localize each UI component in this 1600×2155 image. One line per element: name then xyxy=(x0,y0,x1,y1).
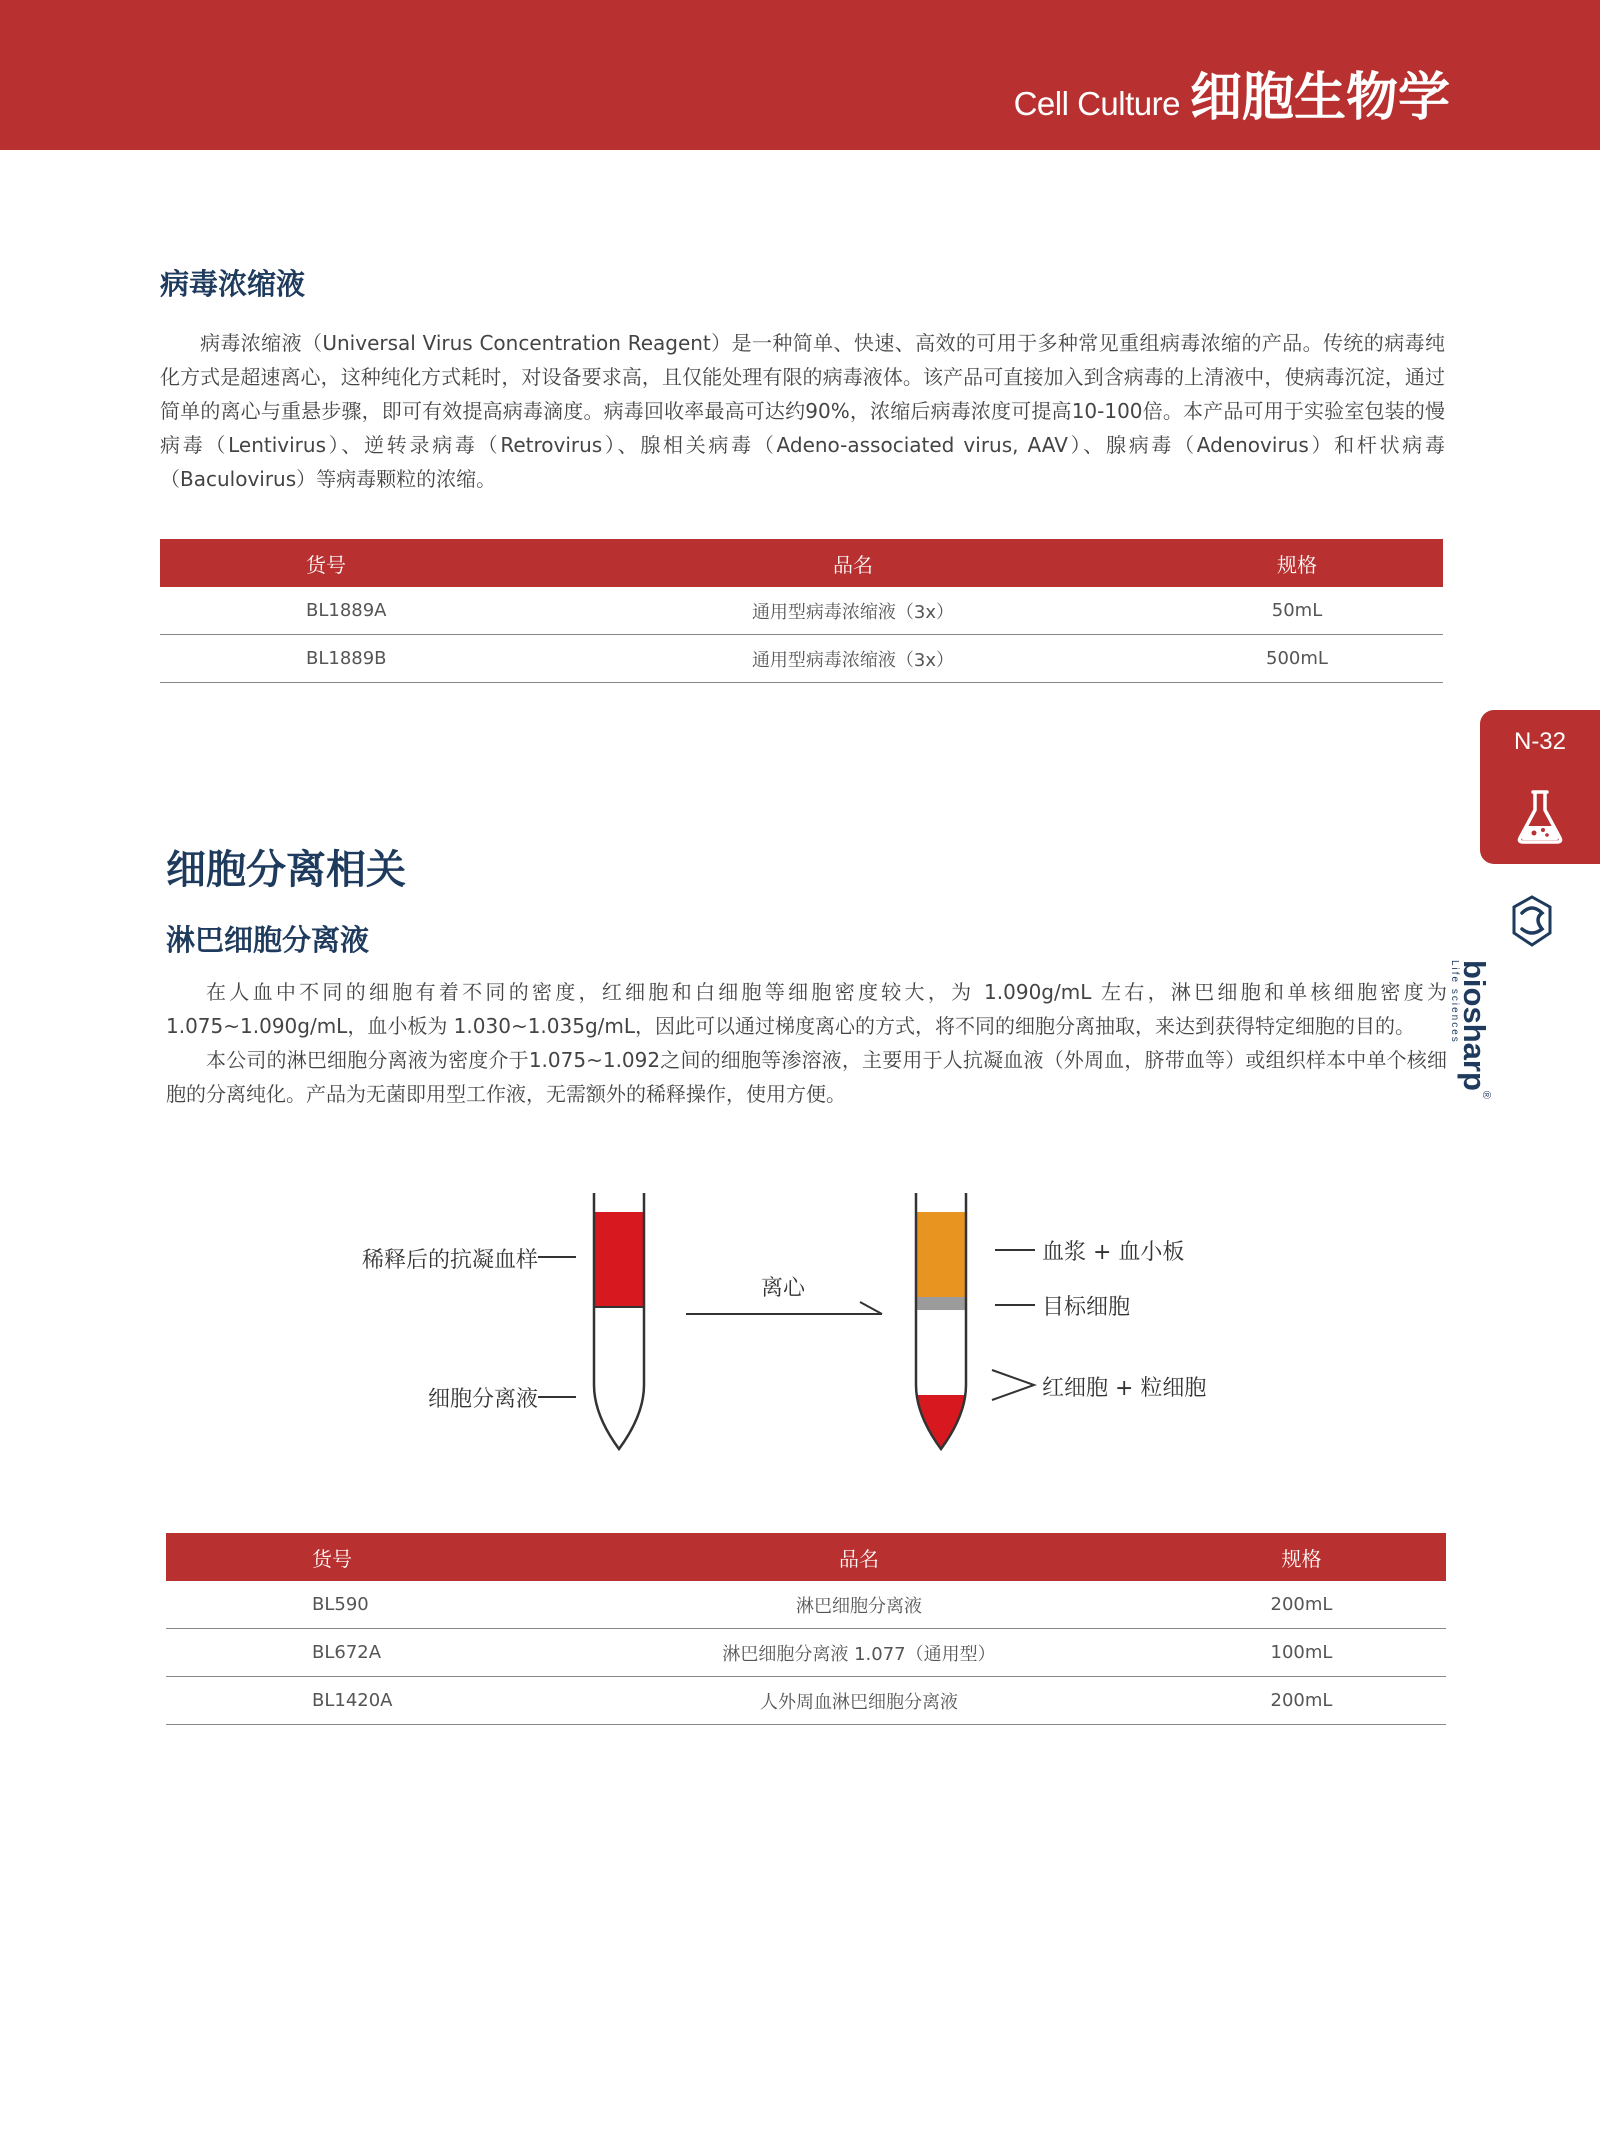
brand-wordmark xyxy=(1449,960,1492,1100)
rbc-granulocyte-label: 红细胞 + 粒细胞 xyxy=(1042,1376,1207,1401)
centrifuge-label: 离心 xyxy=(761,1276,806,1301)
table-cell: BL1889A xyxy=(160,587,555,635)
subheading-lymphocyte-separation: 淋巴细胞分离液 xyxy=(166,923,370,957)
table-header-row xyxy=(160,539,1443,587)
brand-tagline: Life sciences xyxy=(1449,960,1460,1044)
paragraph: 病毒浓缩液（Universal Virus Concentration Reagent）是一种简单、快速、高效的可用于多种常见重组病毒浓缩的产品。传统的病毒纯化方式是超速离心，这种纯化方式耗时，对设备要求高，且仅能处理有限的病毒液体。该产品可直接加入到含病毒的上清液中，使病毒沉淀，通过简单的离心与重悬步骤，即可有效提高病毒滴度。病毒回收率最高可达约90%，浓缩后病毒浓度可提高10-100倍。本产品可用于实验室包装的慢病毒（Lentivirus）、逆转录病毒（Retrovirus）、腺相关病毒（Adeno-associated virus, AAV）、腺病毒（Adenovirus）和杆状病毒（Baculovirus）等病毒颗粒的浓缩。 xyxy=(160,331,1445,491)
centrifuge-arrow xyxy=(686,1302,882,1314)
table-cell: 200mL xyxy=(1157,1677,1446,1725)
table-cell: 通用型病毒浓缩液（3x） xyxy=(555,587,1151,635)
table-cell: 100mL xyxy=(1157,1629,1446,1677)
diluted-blood-label: 稀释后的抗凝血样 xyxy=(361,1248,538,1273)
page-tab xyxy=(1480,710,1600,864)
page-number: N-32 xyxy=(1513,728,1567,755)
brand-registered: ® xyxy=(1480,1090,1492,1100)
table-row xyxy=(166,1677,1446,1725)
flask-icon xyxy=(1516,788,1564,846)
lymphocyte-description xyxy=(166,975,1447,1111)
lymphocyte-product-table xyxy=(166,1533,1446,1725)
virus-product-table xyxy=(160,539,1443,683)
plasma-layer xyxy=(916,1212,966,1297)
table-cell: 通用型病毒浓缩液（3x） xyxy=(555,635,1151,683)
table-cell: 200mL xyxy=(1157,1581,1446,1629)
column-header-name: 品名 xyxy=(561,1533,1157,1581)
table-cell: BL1889B xyxy=(160,635,555,683)
table-cell: 500mL xyxy=(1151,635,1443,683)
column-header-spec: 规格 xyxy=(1157,1533,1446,1581)
table-cell: 人外周血淋巴细胞分离液 xyxy=(561,1677,1157,1725)
table-cell: BL590 xyxy=(166,1581,561,1629)
page-title-en: Cell Culture xyxy=(1013,85,1180,122)
table-cell: 50mL xyxy=(1151,587,1443,635)
table-row xyxy=(166,1629,1446,1677)
table-cell: BL672A xyxy=(166,1629,561,1677)
plasma-platelet-label: 血浆 + 血小板 xyxy=(1042,1240,1185,1265)
column-header-name: 品名 xyxy=(555,539,1151,587)
paragraph: 本公司的淋巴细胞分离液为密度介于1.075~1.092之间的细胞等渗溶液，主要用于人抗凝血液（外周血，脐带血等）或组织样本中单个核细胞的分离纯化。产品为无菌即用型工作液，无需额外的稀释操作，使用方便。 xyxy=(166,1048,1447,1106)
page-title-zh: 细胞生物学 xyxy=(1189,68,1450,128)
target-cells-label: 目标细胞 xyxy=(1042,1295,1131,1320)
column-header-catalog: 货号 xyxy=(166,1533,561,1581)
separation-medium-label: 细胞分离液 xyxy=(427,1387,538,1412)
column-header-spec: 规格 xyxy=(1151,539,1443,587)
biosharp-logo-icon xyxy=(1510,895,1554,947)
blood-sample-layer xyxy=(594,1212,644,1307)
virus-concentrate-description xyxy=(160,326,1445,496)
table-row xyxy=(166,1581,1446,1629)
centrifugation-diagram xyxy=(330,1185,1270,1455)
paragraph: 在人血中不同的细胞有着不同的密度，红细胞和白细胞等细胞密度较大，为 1.090g/mL 左右，淋巴细胞和单核细胞密度为 1.075~1.090g/mL，血小板为 1.030~1.035g/mL，因此可以通过梯度离心的方式，将不同的细胞分离抽取，来达到获得特定细胞的目的。 xyxy=(166,980,1447,1038)
table-cell: 淋巴细胞分离液 xyxy=(561,1581,1157,1629)
table-cell: 淋巴细胞分离液 1.077（通用型） xyxy=(561,1629,1157,1677)
table-header-row xyxy=(166,1533,1446,1581)
section-heading-virus-concentrate: 病毒浓缩液 xyxy=(160,267,306,301)
brand-name: biosharp xyxy=(1457,960,1492,1091)
target-cell-band xyxy=(916,1297,966,1310)
section-heading-cell-separation: 细胞分离相关 xyxy=(166,847,406,893)
table-row xyxy=(160,635,1443,683)
page-title xyxy=(1014,55,1450,130)
column-header-catalog: 货号 xyxy=(160,539,555,587)
table-row xyxy=(160,587,1443,635)
table-cell: BL1420A xyxy=(166,1677,561,1725)
